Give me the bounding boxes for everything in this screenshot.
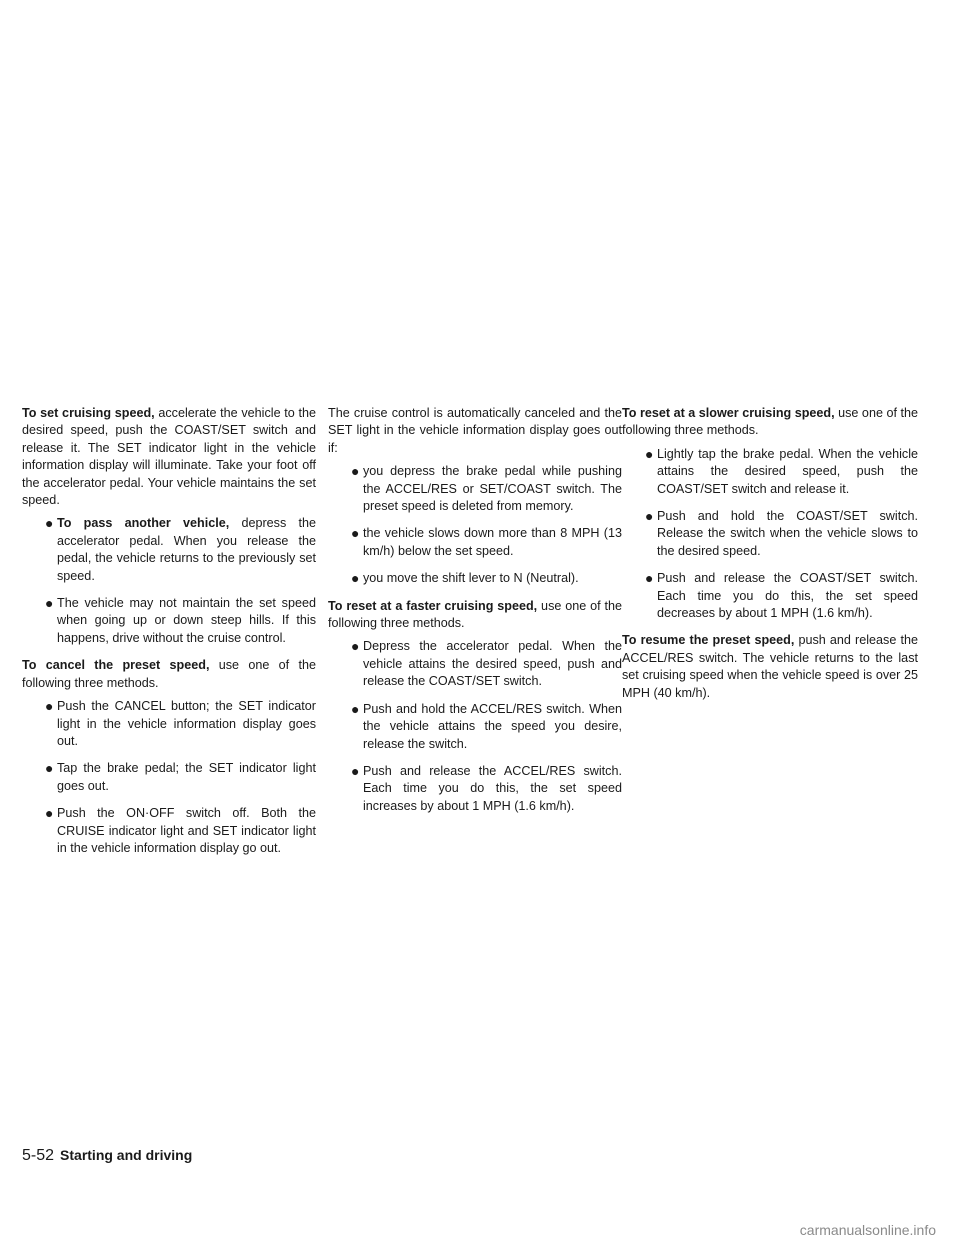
resume-speed-paragraph: To resume the preset speed, push and release the ACCEL/RES switch. The vehicle returns to the last set cruising speed when the vehicle speed is over 25 MPH (40 km/h). xyxy=(622,633,918,700)
lead-heading: To cancel the preset speed, xyxy=(22,658,210,673)
bullet-icon: ● xyxy=(351,570,360,587)
bullet-icon: ● xyxy=(45,595,54,612)
bullet-icon: ● xyxy=(351,463,360,480)
list-item: ● you move the shift lever to N (Neutral). xyxy=(351,570,579,587)
auto-cancel-paragraph: The cruise control is automatically canceled and the SET light in the vehicle information display goes out if: xyxy=(328,406,622,455)
bullet-icon: ● xyxy=(351,638,360,655)
set-speed-list xyxy=(22,515,316,647)
lead-heading: To reset at a faster cruising speed, xyxy=(328,598,538,613)
cancel-preset-speed-paragraph: To cancel the preset speed, use one of the following three methods. xyxy=(22,658,316,690)
bullet-icon: ● xyxy=(45,515,54,532)
list-item: ● Depress the accelerator pedal. When the vehicle attains the desired speed, push and release the COAST/SET switch. xyxy=(351,638,622,689)
bullet-icon: ● xyxy=(351,762,360,779)
list-item: ● Push and hold the ACCEL/RES switch. When the vehicle attains the speed you desire, release the switch. xyxy=(351,700,622,751)
bullet-icon: ● xyxy=(351,525,360,542)
list-item: ● Push the ON·OFF switch off. Both the CRUISE indicator light and SET indicator light in the vehicle information display go out. xyxy=(45,805,316,855)
list-item: ● Push and release the ACCEL/RES switch. Each time you do this, the set speed increases by about 1 MPH (1.6 km/h). xyxy=(351,762,622,813)
slower-speed-paragraph: To reset at a slower cruising speed, use one of the following three methods. xyxy=(622,406,918,438)
list-item: ● The vehicle may not maintain the set speed when going up or down steep hills. If this happens, drive without the cruise control. xyxy=(45,595,316,645)
faster-speed-paragraph: To reset at a faster cruising speed, use one of the following three methods. xyxy=(328,598,623,631)
bullet-icon: ● xyxy=(645,508,654,525)
faster-speed-list xyxy=(328,638,622,815)
bullet-icon: ● xyxy=(45,760,54,777)
bullet-icon: ● xyxy=(645,445,654,462)
list-item: ● Push and release the COAST/SET switch. Each time you do this, the set speed decreases by about 1 MPH (1.6 km/h). xyxy=(645,570,918,621)
column-3 xyxy=(622,405,918,712)
bullet-icon: ● xyxy=(45,698,54,715)
lead-heading: To resume the preset speed, xyxy=(622,633,795,648)
list-item: ● Lightly tap the brake pedal. When the vehicle attains the desired speed, push the COAST/SET switch and release it. xyxy=(645,445,918,496)
column-2 xyxy=(328,405,622,825)
column-1 xyxy=(22,405,316,867)
set-cruising-speed-paragraph: To set cruising speed, accelerate the vehicle to the desired speed, push the COAST/SET switch and release it. The SET indicator light in the vehicle information display will illuminate. Take your foot off the accelerator pedal. Your vehicle maintains the set speed. xyxy=(22,406,316,508)
lead-heading: To reset at a slower cruising speed, xyxy=(622,406,835,420)
list-item: ● Push and hold the COAST/SET switch. Release the switch when the vehicle slows to the desired speed. xyxy=(645,508,918,558)
list-item: ● To pass another vehicle, depress the accelerator pedal. When you release the pedal, the vehicle returns to the previously set speed. xyxy=(45,515,316,583)
auto-cancel-list xyxy=(328,463,622,587)
list-item: ● Push the CANCEL button; the SET indicator light in the vehicle information display goes out. xyxy=(45,698,316,748)
slower-speed-list xyxy=(622,446,918,623)
section-title: Starting and driving xyxy=(60,1147,193,1163)
bullet-icon: ● xyxy=(351,700,360,717)
bullet-icon: ● xyxy=(645,570,654,587)
list-item: ● Tap the brake pedal; the SET indicator light goes out. xyxy=(45,760,316,793)
list-item: ● the vehicle slows down more than 8 MPH (13 km/h) below the set speed. xyxy=(351,525,622,558)
watermark: carmanualsonline.info xyxy=(799,1222,936,1238)
bullet-icon: ● xyxy=(45,805,54,822)
page-footer xyxy=(22,1147,192,1165)
list-item: ● you depress the brake pedal while pushing the ACCEL/RES or SET/COAST switch. The preset speed is deleted from memory. xyxy=(351,463,622,514)
page-number: 5-52 xyxy=(22,1147,55,1164)
cancel-methods-list xyxy=(22,698,316,857)
lead-heading: To set cruising speed, xyxy=(22,406,155,420)
